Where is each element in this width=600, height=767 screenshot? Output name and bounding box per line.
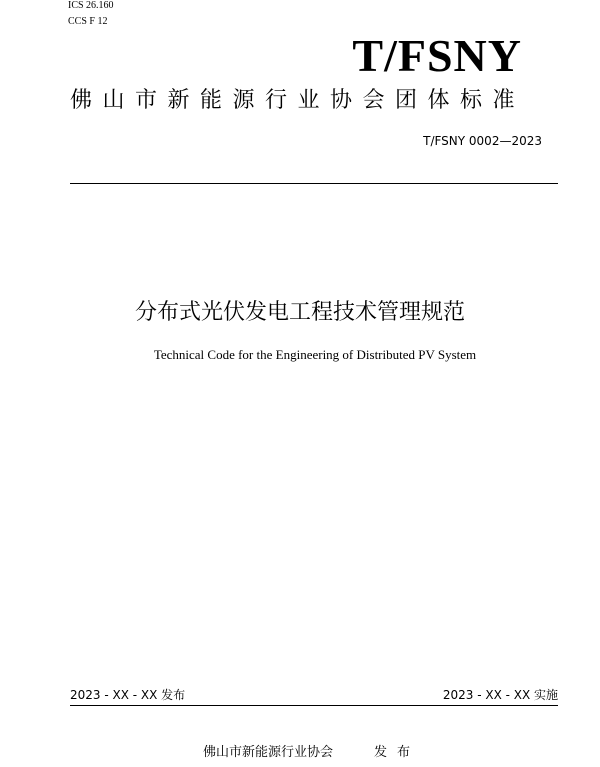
bottom-divider — [70, 705, 558, 706]
document-title-cn: 分布式光伏发电工程技术管理规范 — [134, 300, 465, 325]
organization-standard-title: 佛山市新能源行业协会团体标准 — [70, 88, 526, 113]
publisher-name: 佛山市新能源行业协会 — [203, 745, 334, 760]
issue-date: 2023 - XX - XX 发布 — [70, 688, 186, 702]
top-divider — [70, 183, 558, 184]
implementation-date: 2023 - XX - XX 实施 — [442, 688, 558, 702]
standard-number: T/FSNY 0002—2023 — [423, 134, 542, 148]
document-title-en: Technical Code for the Engineering of Distributed PV System — [153, 347, 477, 362]
standard-logo: T/FSNY — [352, 30, 522, 81]
ics-code: ICS 26.160 — [68, 0, 114, 11]
publish-label: 发布 — [374, 745, 421, 760]
ccs-code: CCS F 12 — [68, 16, 108, 27]
